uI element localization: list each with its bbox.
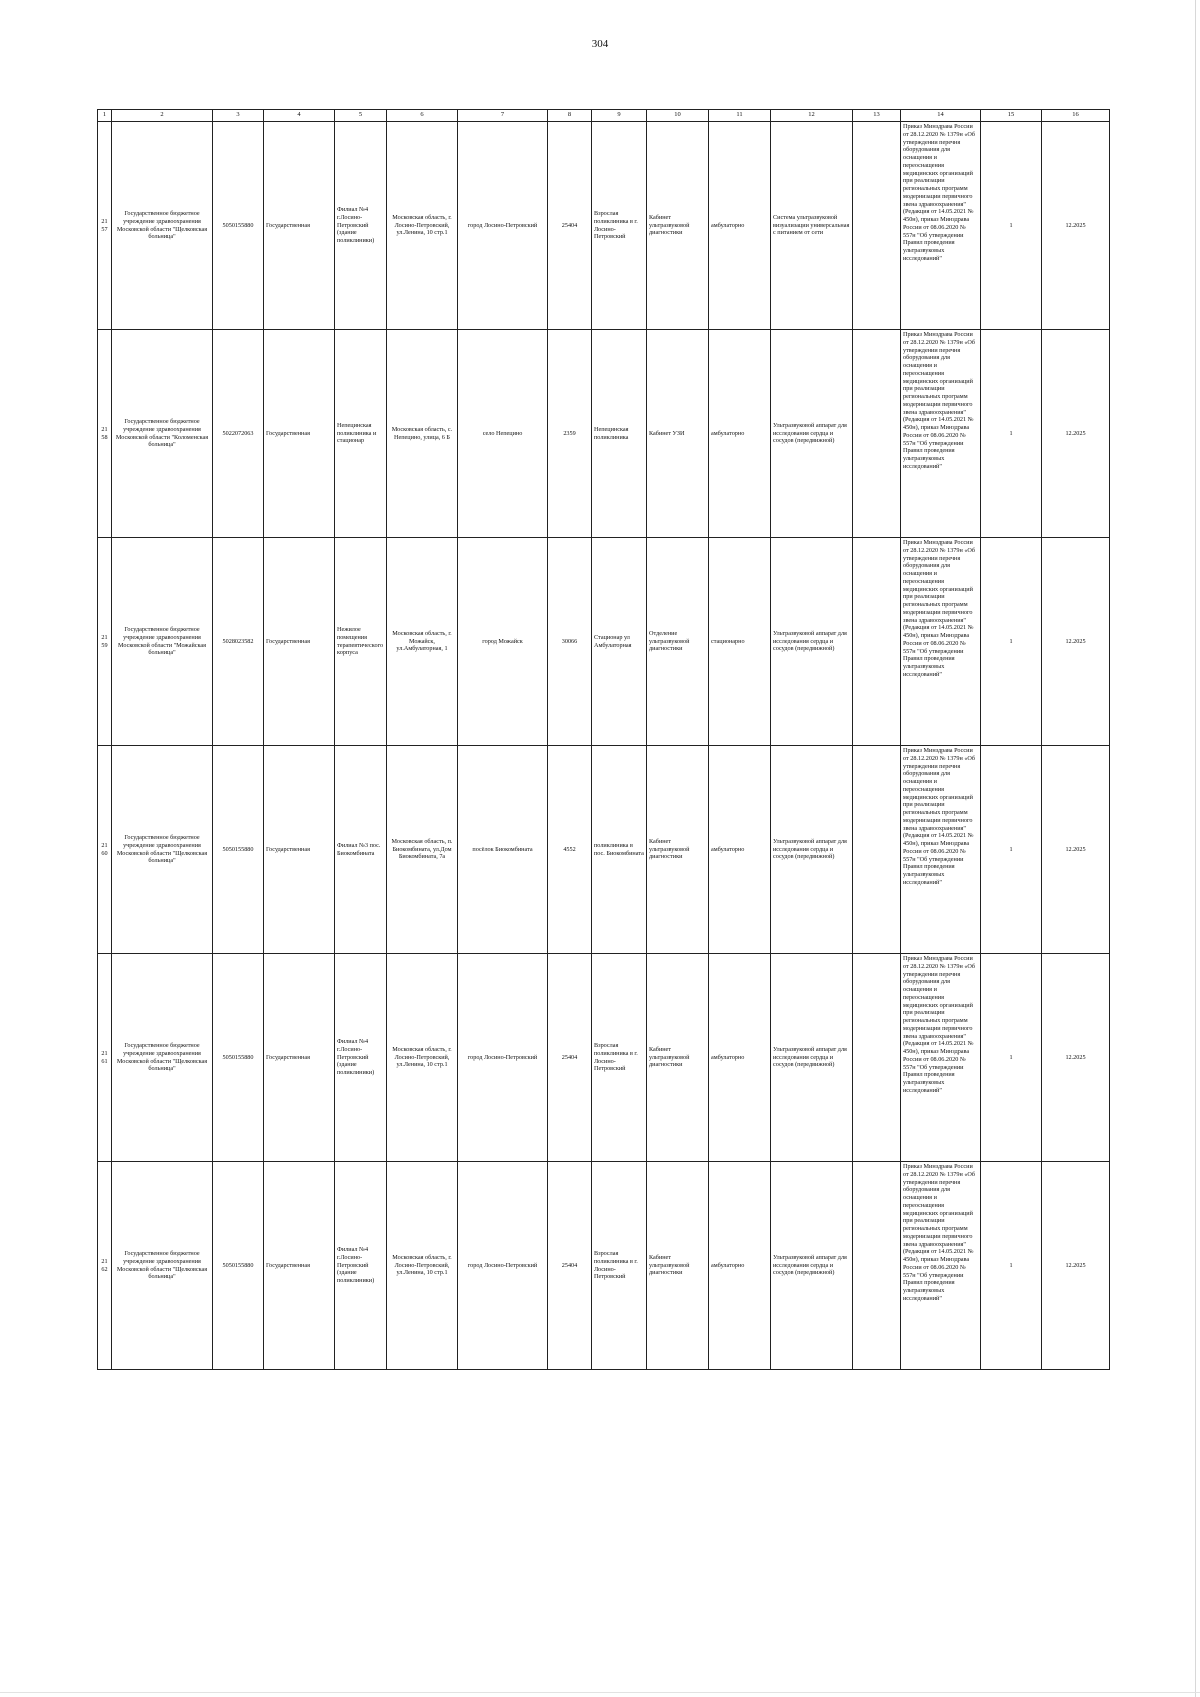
division-cell: Филиал №4 г.Лосино-Петровский (здание поликлиники) <box>335 122 387 330</box>
address-cell: Московская область, г. Можайск, ул.Амбулаторная, 1 <box>387 538 458 746</box>
column-header: 16 <box>1042 110 1110 122</box>
organization-name-cell: Государственное бюджетное учреждение здравоохранения Московской области "Щелковская больница" <box>112 746 213 954</box>
inn-cell: 5050155880 <box>213 122 264 330</box>
ownership-form-cell: Государственная <box>264 954 335 1162</box>
organization-name-cell: Государственное бюджетное учреждение здравоохранения Московской области "Щелковская больница" <box>112 122 213 330</box>
division-cell: Филиал №3 пос. Биокомбината <box>335 746 387 954</box>
delivery-date-cell: 12.2025 <box>1042 538 1110 746</box>
empty-cell <box>853 538 901 746</box>
inn-cell: 5022072063 <box>213 330 264 538</box>
table-row <box>98 746 1110 954</box>
table-row <box>98 538 1110 746</box>
table-row <box>98 1162 1110 1370</box>
column-header: 7 <box>458 110 548 122</box>
column-header: 6 <box>387 110 458 122</box>
legal-basis-cell: Приказ Минздрава России от 28.12.2020 № 1379н «Об утверждении перечня оборудования для оснащения и переоснащения медицинских организаций при реализации региональных программ модернизации первичного звена здравоохранения"(Редакция от 14.05.2021 № 450н), приказ Минздрава России от 08.06.2020 № 557н "Об утверждении Правил проведения ультразвуковых исследований" <box>901 122 981 330</box>
care-type-cell: амбулаторно <box>709 122 771 330</box>
care-type-cell: амбулаторно <box>709 954 771 1162</box>
unit-cell: Взрослая поликлиника в г. Лосино-Петровский <box>592 954 647 1162</box>
quantity-cell: 1 <box>981 122 1042 330</box>
equipment-cell: Ультразвуковой аппарат для исследования сердца и сосудов (передвижной) <box>771 746 853 954</box>
column-number-header-row <box>98 110 1110 122</box>
organization-name-cell: Государственное бюджетное учреждение здравоохранения Московской области "Щелковская больница" <box>112 1162 213 1370</box>
scan-bottom-line <box>0 1692 1200 1693</box>
locality-cell: село Непецино <box>458 330 548 538</box>
column-header: 15 <box>981 110 1042 122</box>
column-header: 5 <box>335 110 387 122</box>
legal-basis-cell: Приказ Минздрава России от 28.12.2020 № 1379н «Об утверждении перечня оборудования для оснащения и переоснащения медицинских организаций при реализации региональных программ модернизации первичного звена здравоохранения"(Редакция от 14.05.2021 № 450н), приказ Минздрава России от 08.06.2020 № 557н "Об утверждении Правил проведения ультразвуковых исследований" <box>901 1162 981 1370</box>
delivery-date-cell: 12.2025 <box>1042 746 1110 954</box>
division-cell: Филиал №4 г.Лосино-Петровский (здание поликлиники) <box>335 954 387 1162</box>
organization-name-cell: Государственное бюджетное учреждение здравоохранения Московской области "Можайская больница" <box>112 538 213 746</box>
population-cell: 25404 <box>548 1162 592 1370</box>
column-header: 13 <box>853 110 901 122</box>
column-header: 2 <box>112 110 213 122</box>
locality-cell: посёлок Биокомбината <box>458 746 548 954</box>
empty-cell <box>853 954 901 1162</box>
row-number-cell: 2158 <box>98 330 112 538</box>
address-cell: Московская область, г. Лосино-Петровский, ул.Ленина, 10 стр.1 <box>387 122 458 330</box>
scan-edge-line <box>1195 0 1196 1697</box>
page-number: 304 <box>591 38 609 50</box>
column-header: 3 <box>213 110 264 122</box>
row-number-cell: 2160 <box>98 746 112 954</box>
quantity-cell: 1 <box>981 954 1042 1162</box>
unit-cell: поликлиника в пос. Биокомбината <box>592 746 647 954</box>
quantity-cell: 1 <box>981 1162 1042 1370</box>
ownership-form-cell: Государственная <box>264 122 335 330</box>
column-header: 14 <box>901 110 981 122</box>
row-number-cell: 2159 <box>98 538 112 746</box>
address-cell: Московская область, г. Лосино-Петровский, ул.Ленина, 10 стр.1 <box>387 1162 458 1370</box>
unit-cell: Взрослая поликлиника в г. Лосино-Петровский <box>592 1162 647 1370</box>
organization-name-cell: Государственное бюджетное учреждение здравоохранения Московской области "Щелковская больница" <box>112 954 213 1162</box>
empty-cell <box>853 330 901 538</box>
delivery-date-cell: 12.2025 <box>1042 1162 1110 1370</box>
row-number-cell: 2162 <box>98 1162 112 1370</box>
ownership-form-cell: Государственная <box>264 330 335 538</box>
column-header: 12 <box>771 110 853 122</box>
room-cell: Кабинет ультразвуковой диагностики <box>647 954 709 1162</box>
column-header: 11 <box>709 110 771 122</box>
ownership-form-cell: Государственная <box>264 538 335 746</box>
column-header: 9 <box>592 110 647 122</box>
ownership-form-cell: Государственная <box>264 1162 335 1370</box>
inn-cell: 5028023582 <box>213 538 264 746</box>
inn-cell: 5050155880 <box>213 1162 264 1370</box>
delivery-date-cell: 12.2025 <box>1042 954 1110 1162</box>
equipment-cell: Ультразвуковой аппарат для исследования сердца и сосудов (передвижной) <box>771 954 853 1162</box>
quantity-cell: 1 <box>981 330 1042 538</box>
population-cell: 4552 <box>548 746 592 954</box>
column-header: 1 <box>98 110 112 122</box>
legal-basis-cell: Приказ Минздрава России от 28.12.2020 № 1379н «Об утверждении перечня оборудования для оснащения и переоснащения медицинских организаций при реализации региональных программ модернизации первичного звена здравоохранения"(Редакция от 14.05.2021 № 450н), приказ Минздрава России от 08.06.2020 № 557н "Об утверждении Правил проведения ультразвуковых исследований" <box>901 330 981 538</box>
locality-cell: город Лосино-Петровский <box>458 1162 548 1370</box>
division-cell: Непецинская поликлиника и стационар <box>335 330 387 538</box>
address-cell: Московская область, г. Лосино-Петровский, ул.Ленина, 10 стр.1 <box>387 954 458 1162</box>
delivery-date-cell: 12.2025 <box>1042 122 1110 330</box>
unit-cell: Непецинская поликлиника <box>592 330 647 538</box>
population-cell: 2359 <box>548 330 592 538</box>
locality-cell: город Лосино-Петровский <box>458 954 548 1162</box>
empty-cell <box>853 122 901 330</box>
division-cell: Филиал №4 г.Лосино-Петровский (здание поликлиники) <box>335 1162 387 1370</box>
row-number-cell: 2157 <box>98 122 112 330</box>
ownership-form-cell: Государственная <box>264 746 335 954</box>
equipment-cell: Ультразвуковой аппарат для исследования сердца и сосудов (передвижной) <box>771 538 853 746</box>
care-type-cell: амбулаторно <box>709 1162 771 1370</box>
organization-name-cell: Государственное бюджетное учреждение здравоохранения Московской области "Коломенская больница" <box>112 330 213 538</box>
equipment-registry-table <box>97 109 1110 1370</box>
inn-cell: 5050155880 <box>213 746 264 954</box>
legal-basis-cell: Приказ Минздрава России от 28.12.2020 № 1379н «Об утверждении перечня оборудования для оснащения и переоснащения медицинских организаций при реализации региональных программ модернизации первичного звена здравоохранения"(Редакция от 14.05.2021 № 450н), приказ Минздрава России от 08.06.2020 № 557н "Об утверждении Правил проведения ультразвуковых исследований" <box>901 538 981 746</box>
room-cell: Отделение ультразвуковой диагностики <box>647 538 709 746</box>
row-number-cell: 2161 <box>98 954 112 1162</box>
column-header: 8 <box>548 110 592 122</box>
room-cell: Кабинет ультразвуковой диагностики <box>647 746 709 954</box>
population-cell: 30066 <box>548 538 592 746</box>
column-header: 4 <box>264 110 335 122</box>
room-cell: Кабинет ультразвуковой диагностики <box>647 122 709 330</box>
quantity-cell: 1 <box>981 746 1042 954</box>
address-cell: Московская область, с. Непецино, улица, 6 Б <box>387 330 458 538</box>
table-row <box>98 954 1110 1162</box>
room-cell: Кабинет УЗИ <box>647 330 709 538</box>
legal-basis-cell: Приказ Минздрава России от 28.12.2020 № 1379н «Об утверждении перечня оборудования для оснащения и переоснащения медицинских организаций при реализации региональных программ модернизации первичного звена здравоохранения"(Редакция от 14.05.2021 № 450н), приказ Минздрава России от 08.06.2020 № 557н "Об утверждении Правил проведения ультразвуковых исследований" <box>901 954 981 1162</box>
inn-cell: 5050155880 <box>213 954 264 1162</box>
legal-basis-cell: Приказ Минздрава России от 28.12.2020 № 1379н «Об утверждении перечня оборудования для оснащения и переоснащения медицинских организаций при реализации региональных программ модернизации первичного звена здравоохранения"(Редакция от 14.05.2021 № 450н), приказ Минздрава России от 08.06.2020 № 557н "Об утверждении Правил проведения ультразвуковых исследований" <box>901 746 981 954</box>
room-cell: Кабинет ультразвуковой диагностики <box>647 1162 709 1370</box>
locality-cell: город Можайск <box>458 538 548 746</box>
care-type-cell: амбулаторно <box>709 330 771 538</box>
table-row <box>98 122 1110 330</box>
equipment-cell: Система ультразвуковой визуализации универсальная с питанием от сети <box>771 122 853 330</box>
care-type-cell: амбулаторно <box>709 746 771 954</box>
empty-cell <box>853 1162 901 1370</box>
quantity-cell: 1 <box>981 538 1042 746</box>
population-cell: 25404 <box>548 954 592 1162</box>
unit-cell: Взрослая поликлиника в г. Лосино-Петровский <box>592 122 647 330</box>
delivery-date-cell: 12.2025 <box>1042 330 1110 538</box>
empty-cell <box>853 746 901 954</box>
population-cell: 25404 <box>548 122 592 330</box>
care-type-cell: стационарно <box>709 538 771 746</box>
column-header: 10 <box>647 110 709 122</box>
table-row <box>98 330 1110 538</box>
address-cell: Московская область, п. Биокомбината, ул.Дом Биокомбината, 7а <box>387 746 458 954</box>
locality-cell: город Лосино-Петровский <box>458 122 548 330</box>
division-cell: Нежилое помещения терапевтического корпуса <box>335 538 387 746</box>
unit-cell: Стационар ул Амбулаторная <box>592 538 647 746</box>
equipment-cell: Ультразвуковой аппарат для исследования сердца и сосудов (передвижной) <box>771 330 853 538</box>
equipment-cell: Ультразвуковой аппарат для исследования сердца и сосудов (передвижной) <box>771 1162 853 1370</box>
